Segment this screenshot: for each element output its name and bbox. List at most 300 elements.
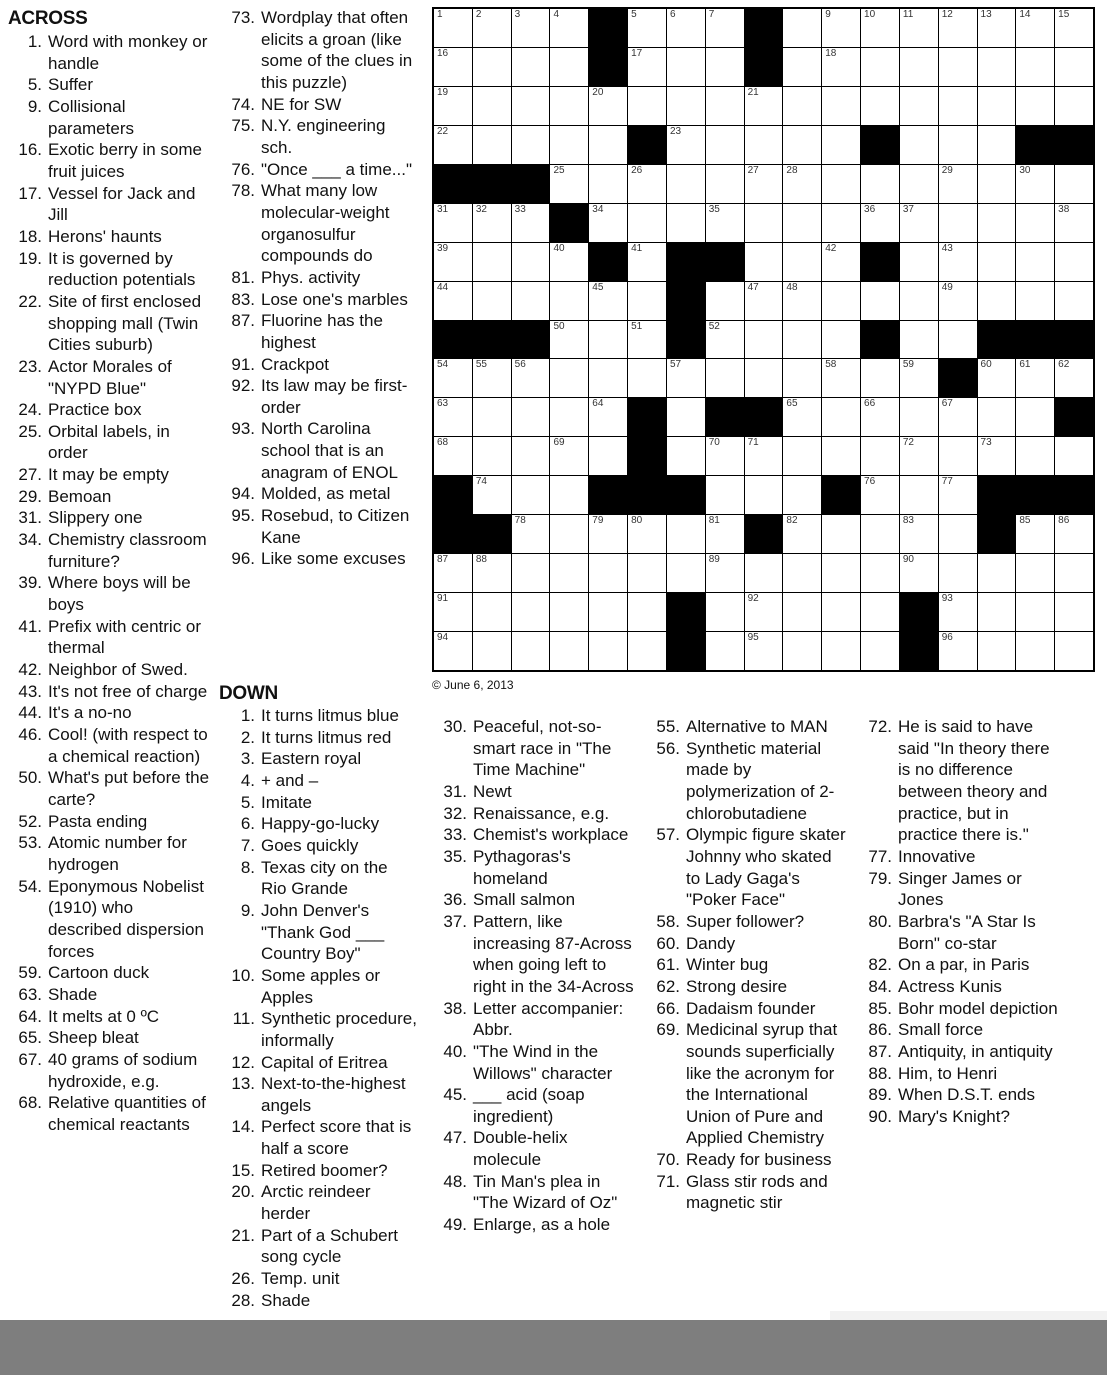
grid-cell[interactable]	[1016, 593, 1054, 631]
grid-cell[interactable]	[900, 204, 938, 242]
grid-cell[interactable]	[706, 126, 744, 164]
grid-cell[interactable]	[745, 593, 783, 631]
grid-cell[interactable]	[1016, 165, 1054, 203]
cell-number: 19	[437, 86, 449, 98]
grid-cell[interactable]	[783, 9, 821, 47]
black-square	[667, 321, 705, 359]
grid-cell[interactable]	[822, 359, 860, 397]
grid-cell[interactable]	[1016, 398, 1054, 436]
grid-cell[interactable]	[822, 554, 860, 592]
clue-item	[221, 7, 417, 94]
grid-cell[interactable]	[783, 398, 821, 436]
grid-cell[interactable]	[550, 321, 588, 359]
grid-cell[interactable]	[783, 243, 821, 281]
grid-cell[interactable]	[628, 9, 666, 47]
grid-cell[interactable]	[861, 437, 899, 475]
grid-cell[interactable]	[473, 48, 511, 86]
grid-cell[interactable]	[667, 165, 705, 203]
grid-cell[interactable]	[939, 243, 977, 281]
grid-cell[interactable]	[473, 398, 511, 436]
grid-cell[interactable]	[861, 593, 899, 631]
grid-cell[interactable]	[900, 554, 938, 592]
down-clues-column-4	[858, 716, 1058, 1127]
grid-cell[interactable]	[939, 554, 977, 592]
grid-cell[interactable]	[589, 593, 627, 631]
grid-cell[interactable]	[512, 437, 550, 475]
grid-cell[interactable]	[589, 204, 627, 242]
grid-cell[interactable]	[745, 437, 783, 475]
clue-item	[8, 811, 210, 833]
grid-cell[interactable]	[550, 359, 588, 397]
grid-cell[interactable]	[628, 632, 666, 670]
black-square	[861, 243, 899, 281]
grid-cell[interactable]	[473, 87, 511, 125]
grid-cell[interactable]	[434, 359, 472, 397]
grid-cell[interactable]	[512, 282, 550, 320]
grid-cell[interactable]	[512, 515, 550, 553]
grid-cell[interactable]	[706, 282, 744, 320]
cell-number: 49	[941, 281, 953, 293]
grid-cell[interactable]	[512, 243, 550, 281]
grid-cell[interactable]	[512, 554, 550, 592]
clue-number: 21.	[231, 1225, 255, 1245]
grid-cell[interactable]	[1016, 282, 1054, 320]
clue-item	[646, 1019, 846, 1149]
grid-cell[interactable]	[745, 632, 783, 670]
cell-number: 40	[553, 242, 565, 254]
grid-cell[interactable]	[550, 126, 588, 164]
grid-cell[interactable]	[550, 593, 588, 631]
grid-cell[interactable]	[861, 515, 899, 553]
grid-cell[interactable]	[900, 321, 938, 359]
grid-cell[interactable]	[706, 48, 744, 86]
grid-cell[interactable]	[978, 204, 1016, 242]
grid-cell[interactable]	[861, 359, 899, 397]
clue-text: Eastern royal	[261, 749, 362, 769]
grid-cell[interactable]	[434, 437, 472, 475]
grid-cell[interactable]	[1016, 204, 1054, 242]
grid-cell[interactable]	[473, 282, 511, 320]
grid-cell[interactable]	[822, 9, 860, 47]
grid-cell[interactable]	[900, 515, 938, 553]
black-square	[861, 126, 899, 164]
grid-cell[interactable]	[1016, 87, 1054, 125]
grid-cell[interactable]	[861, 48, 899, 86]
grid-cell[interactable]	[512, 359, 550, 397]
grid-cell[interactable]	[512, 476, 550, 514]
grid-cell[interactable]	[978, 165, 1016, 203]
grid-cell[interactable]	[706, 593, 744, 631]
grid-cell[interactable]	[667, 398, 705, 436]
grid-cell[interactable]	[861, 165, 899, 203]
grid-cell[interactable]	[822, 48, 860, 86]
grid-cell[interactable]	[1016, 359, 1054, 397]
grid-cell[interactable]	[550, 165, 588, 203]
grid-cell[interactable]	[706, 554, 744, 592]
grid-cell[interactable]	[434, 9, 472, 47]
grid-cell[interactable]	[822, 204, 860, 242]
grid-cell[interactable]	[861, 554, 899, 592]
grid-cell[interactable]	[939, 126, 977, 164]
grid-cell[interactable]	[589, 359, 627, 397]
grid-cell[interactable]	[628, 359, 666, 397]
grid-cell[interactable]	[706, 476, 744, 514]
grid-cell[interactable]	[978, 593, 1016, 631]
clue-number: 6.	[240, 814, 255, 834]
clue-item	[221, 505, 417, 548]
clue-item	[8, 572, 210, 615]
grid-cell[interactable]	[861, 476, 899, 514]
clue-number: 59.	[18, 963, 42, 983]
grid-cell[interactable]	[512, 204, 550, 242]
clue-text: Renaissance, e.g.	[473, 803, 610, 823]
clue-item	[221, 1225, 417, 1268]
grid-cell[interactable]	[1016, 9, 1054, 47]
grid-cell[interactable]	[978, 87, 1016, 125]
grid-cell[interactable]	[1016, 554, 1054, 592]
black-square	[939, 359, 977, 397]
grid-cell[interactable]	[822, 321, 860, 359]
grid-cell[interactable]	[1055, 282, 1093, 320]
grid-cell[interactable]	[900, 87, 938, 125]
grid-cell[interactable]	[745, 165, 783, 203]
grid-cell[interactable]	[978, 9, 1016, 47]
grid-cell[interactable]	[939, 165, 977, 203]
grid-cell[interactable]	[434, 48, 472, 86]
grid-cell[interactable]	[706, 359, 744, 397]
grid-cell[interactable]	[706, 321, 744, 359]
cell-number: 6	[669, 9, 676, 20]
grid-cell[interactable]	[473, 204, 511, 242]
grid-cell[interactable]	[706, 632, 744, 670]
grid-cell[interactable]	[783, 593, 821, 631]
grid-cell[interactable]	[861, 87, 899, 125]
grid-cell[interactable]	[667, 515, 705, 553]
grid-cell[interactable]	[512, 126, 550, 164]
grid-cell[interactable]	[783, 515, 821, 553]
grid-cell[interactable]	[589, 398, 627, 436]
grid-cell[interactable]	[939, 515, 977, 553]
grid-cell[interactable]	[861, 9, 899, 47]
clue-text: Collisional parameters	[48, 96, 134, 138]
clue-item	[8, 226, 210, 248]
cell-number: 50	[553, 320, 565, 332]
grid-cell[interactable]	[978, 398, 1016, 436]
grid-cell[interactable]	[745, 554, 783, 592]
grid-cell[interactable]	[628, 282, 666, 320]
grid-cell[interactable]	[667, 437, 705, 475]
grid-cell[interactable]	[783, 126, 821, 164]
clue-item	[433, 1127, 635, 1170]
grid-cell[interactable]	[550, 437, 588, 475]
grid-cell[interactable]	[706, 204, 744, 242]
grid-cell[interactable]	[550, 515, 588, 553]
grid-cell[interactable]	[550, 398, 588, 436]
grid-cell[interactable]	[939, 632, 977, 670]
grid-cell[interactable]	[667, 9, 705, 47]
grid-cell[interactable]	[1055, 554, 1093, 592]
clue-text: Pythagoras's homeland	[473, 846, 571, 888]
grid-cell[interactable]	[1055, 243, 1093, 281]
grid-cell[interactable]	[667, 204, 705, 242]
grid-cell[interactable]	[512, 48, 550, 86]
grid-cell[interactable]	[939, 476, 977, 514]
grid-cell[interactable]	[589, 554, 627, 592]
grid-cell[interactable]	[434, 204, 472, 242]
grid-cell[interactable]	[783, 359, 821, 397]
grid-cell[interactable]	[822, 515, 860, 553]
grid-cell[interactable]	[978, 243, 1016, 281]
grid-cell[interactable]	[783, 632, 821, 670]
grid-cell[interactable]	[745, 87, 783, 125]
grid-cell[interactable]	[939, 593, 977, 631]
grid-cell[interactable]	[512, 87, 550, 125]
grid-cell[interactable]	[512, 632, 550, 670]
grid-cell[interactable]	[667, 554, 705, 592]
grid-cell[interactable]	[667, 87, 705, 125]
grid-cell[interactable]	[822, 282, 860, 320]
grid-cell[interactable]	[900, 398, 938, 436]
grid-cell[interactable]	[589, 165, 627, 203]
grid-cell[interactable]	[628, 204, 666, 242]
grid-cell[interactable]	[1055, 437, 1093, 475]
grid-cell[interactable]	[783, 87, 821, 125]
clue-item	[221, 1268, 417, 1290]
grid-cell[interactable]	[900, 437, 938, 475]
grid-cell[interactable]	[1055, 48, 1093, 86]
grid-cell[interactable]	[1055, 9, 1093, 47]
clue-item	[8, 1092, 210, 1135]
grid-cell[interactable]	[978, 126, 1016, 164]
clue-number: 63.	[18, 984, 42, 1004]
grid-cell[interactable]	[822, 593, 860, 631]
grid-cell[interactable]	[745, 204, 783, 242]
cell-number: 3	[514, 9, 521, 20]
grid-cell[interactable]	[822, 243, 860, 281]
grid-cell[interactable]	[706, 87, 744, 125]
clue-text: Newt	[473, 781, 512, 801]
clue-item	[646, 976, 846, 998]
grid-cell[interactable]	[550, 476, 588, 514]
grid-cell[interactable]	[550, 632, 588, 670]
grid-cell[interactable]	[512, 593, 550, 631]
clue-text: NE for SW	[261, 94, 342, 114]
grid-cell[interactable]	[745, 321, 783, 359]
grid-cell[interactable]	[783, 476, 821, 514]
grid-cell[interactable]	[550, 554, 588, 592]
grid-cell[interactable]	[900, 359, 938, 397]
grid-cell[interactable]	[473, 476, 511, 514]
grid-cell[interactable]	[1016, 437, 1054, 475]
cell-number: 61	[1019, 359, 1031, 371]
black-square	[628, 398, 666, 436]
grid-cell[interactable]	[783, 165, 821, 203]
clue-text: Pattern, like increasing 87-Across when going left to right in the 34-Across	[473, 911, 634, 996]
grid-cell[interactable]	[978, 554, 1016, 592]
clue-text: Chemistry classroom furniture?	[48, 530, 207, 571]
clue-text: Enlarge, as a hole	[473, 1215, 611, 1235]
grid-cell[interactable]	[512, 9, 550, 47]
grid-cell[interactable]	[745, 359, 783, 397]
clue-item	[8, 399, 210, 421]
black-square	[434, 515, 472, 553]
grid-cell[interactable]	[939, 437, 977, 475]
grid-cell[interactable]	[550, 282, 588, 320]
grid-cell[interactable]	[1055, 204, 1093, 242]
grid-cell[interactable]	[589, 437, 627, 475]
grid-cell[interactable]	[473, 593, 511, 631]
cell-number: 55	[475, 359, 487, 371]
clue-text: Vessel for Jack and Jill	[48, 183, 196, 225]
clue-item	[221, 813, 417, 835]
clue-text: Bemoan	[48, 486, 112, 506]
grid-cell[interactable]	[978, 48, 1016, 86]
grid-cell[interactable]	[589, 632, 627, 670]
grid-cell[interactable]	[900, 9, 938, 47]
down-clues-column-3	[646, 716, 846, 1214]
grid-cell[interactable]	[512, 398, 550, 436]
cell-number: 7	[708, 9, 715, 20]
grid-cell[interactable]	[978, 632, 1016, 670]
grid-cell[interactable]	[434, 632, 472, 670]
grid-cell[interactable]	[978, 437, 1016, 475]
clue-number: 69.	[656, 1020, 680, 1040]
grid-cell[interactable]	[861, 632, 899, 670]
grid-cell[interactable]	[706, 9, 744, 47]
grid-cell[interactable]	[1055, 593, 1093, 631]
cell-number: 71	[747, 437, 759, 449]
grid-cell[interactable]	[628, 554, 666, 592]
black-square	[900, 593, 938, 631]
grid-cell[interactable]	[550, 87, 588, 125]
grid-cell[interactable]	[589, 87, 627, 125]
clue-number: 80.	[868, 911, 892, 931]
grid-cell[interactable]	[939, 321, 977, 359]
grid-cell[interactable]	[667, 359, 705, 397]
grid-cell[interactable]	[939, 204, 977, 242]
grid-cell[interactable]	[900, 282, 938, 320]
grid-cell[interactable]	[900, 126, 938, 164]
grid-cell[interactable]	[822, 398, 860, 436]
clue-text: Medicinal syrup that sounds superficially like the acronym for the International Union of Pure and Applied Chemistry	[686, 1020, 838, 1148]
cell-number: 81	[708, 515, 720, 527]
grid-cell[interactable]	[900, 243, 938, 281]
grid-cell[interactable]	[434, 126, 472, 164]
grid-cell[interactable]	[628, 593, 666, 631]
clue-item	[646, 954, 846, 976]
grid-cell[interactable]	[473, 359, 511, 397]
grid-cell[interactable]	[1055, 165, 1093, 203]
grid-cell[interactable]	[628, 515, 666, 553]
grid-cell[interactable]	[473, 437, 511, 475]
grid-cell[interactable]	[550, 48, 588, 86]
grid-cell[interactable]	[939, 87, 977, 125]
grid-cell[interactable]	[745, 243, 783, 281]
grid-cell[interactable]	[1055, 359, 1093, 397]
grid-cell[interactable]	[783, 554, 821, 592]
clue-text: Double-helix molecule	[473, 1128, 568, 1170]
grid-cell[interactable]	[978, 282, 1016, 320]
grid-cell[interactable]	[589, 321, 627, 359]
grid-cell[interactable]	[628, 243, 666, 281]
grid-cell[interactable]	[550, 243, 588, 281]
grid-cell[interactable]	[434, 554, 472, 592]
grid-cell[interactable]	[473, 554, 511, 592]
grid-cell[interactable]	[822, 87, 860, 125]
grid-cell[interactable]	[434, 398, 472, 436]
grid-cell[interactable]	[667, 126, 705, 164]
grid-cell[interactable]	[473, 632, 511, 670]
grid-cell[interactable]	[628, 165, 666, 203]
grid-cell[interactable]	[822, 126, 860, 164]
grid-cell[interactable]	[1016, 243, 1054, 281]
grid-cell[interactable]	[1055, 515, 1093, 553]
grid-cell[interactable]	[939, 398, 977, 436]
grid-cell[interactable]	[978, 359, 1016, 397]
grid-cell[interactable]	[628, 321, 666, 359]
grid-cell[interactable]	[1016, 515, 1054, 553]
grid-cell[interactable]	[745, 476, 783, 514]
grid-cell[interactable]	[706, 437, 744, 475]
grid-cell[interactable]	[822, 437, 860, 475]
grid-cell[interactable]	[589, 126, 627, 164]
grid-cell[interactable]	[861, 204, 899, 242]
grid-cell[interactable]	[900, 48, 938, 86]
grid-cell[interactable]	[706, 165, 744, 203]
grid-cell[interactable]	[939, 9, 977, 47]
grid-cell[interactable]	[473, 126, 511, 164]
clue-number: 81.	[231, 267, 255, 287]
grid-cell[interactable]	[589, 282, 627, 320]
grid-cell[interactable]	[473, 243, 511, 281]
grid-cell[interactable]	[1016, 48, 1054, 86]
grid-cell[interactable]	[822, 632, 860, 670]
grid-cell[interactable]	[783, 437, 821, 475]
grid-cell[interactable]	[745, 282, 783, 320]
grid-cell[interactable]	[589, 515, 627, 553]
grid-cell[interactable]	[434, 87, 472, 125]
grid-cell[interactable]	[783, 48, 821, 86]
grid-cell[interactable]	[939, 48, 977, 86]
clue-item	[8, 31, 210, 74]
grid-cell[interactable]	[939, 282, 977, 320]
grid-cell[interactable]	[434, 593, 472, 631]
grid-cell[interactable]	[1055, 632, 1093, 670]
grid-cell[interactable]	[783, 204, 821, 242]
grid-cell[interactable]	[1055, 87, 1093, 125]
grid-cell[interactable]	[434, 282, 472, 320]
grid-cell[interactable]	[628, 48, 666, 86]
black-square	[1016, 321, 1054, 359]
grid-cell[interactable]	[706, 515, 744, 553]
grid-cell[interactable]	[861, 398, 899, 436]
grid-cell[interactable]	[900, 476, 938, 514]
grid-cell[interactable]	[628, 87, 666, 125]
grid-cell[interactable]	[783, 282, 821, 320]
grid-cell[interactable]	[745, 126, 783, 164]
grid-cell[interactable]	[861, 282, 899, 320]
grid-cell[interactable]	[434, 243, 472, 281]
grid-cell[interactable]	[550, 9, 588, 47]
grid-cell[interactable]	[822, 165, 860, 203]
cell-number: 72	[902, 437, 914, 449]
grid-cell[interactable]	[667, 48, 705, 86]
grid-cell[interactable]	[1016, 632, 1054, 670]
grid-cell[interactable]	[473, 9, 511, 47]
grid-cell[interactable]	[783, 321, 821, 359]
clue-number: 92.	[231, 376, 255, 396]
grid-cell[interactable]	[900, 165, 938, 203]
